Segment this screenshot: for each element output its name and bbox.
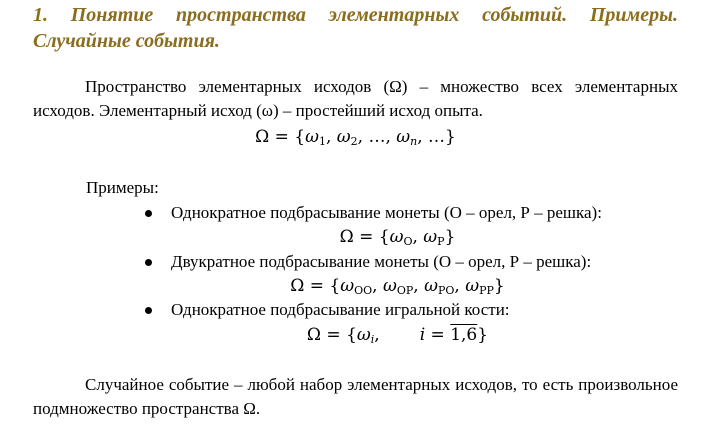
intro-paragraph: Пространство элементарных исходов (Ω) – множество всех элементарных исходов. Элементарный исход (ω) – простейший исход опыта. (33, 77, 678, 120)
examples-label: Примеры: (86, 178, 159, 197)
section-title: Понятие пространства элементарных событий. Примеры. Случайные события. (33, 4, 678, 52)
conclusion-paragraph: Случайное событие – любой набор элементарных исходов, то есть произвольное подмножество пространства Ω. (33, 375, 678, 418)
bullet-icon (145, 259, 152, 266)
section-heading (33, 2, 678, 54)
example-formula: $\Omega = \{\omega_О$, $\omega_Р$} (339, 227, 456, 248)
section-number: 1. (33, 4, 48, 26)
example-formula: $\Omega = \{\omega_i$, i = 1,6} (306, 325, 489, 346)
example-formula: $\Omega = \{\omega_{ОО}$, $\omega_{ОР}$, $\omega_{РО}$, $\omega_{РР}$} (290, 276, 505, 297)
example-text: Двукратное подбрасывание монеты (О – орел, Р – решка): (171, 252, 592, 271)
example-text: Однократное подбрасывание игральной кости: (171, 300, 510, 319)
example-text: Однократное подбрасывание монеты (О – орел, Р – решка): (171, 203, 602, 222)
bullet-icon (145, 307, 152, 314)
bullet-icon (145, 210, 152, 217)
omega-set-formula: $\Omega = \{\omega_1$, $\omega_2$, …, $\omega_n$, …} (255, 127, 456, 148)
